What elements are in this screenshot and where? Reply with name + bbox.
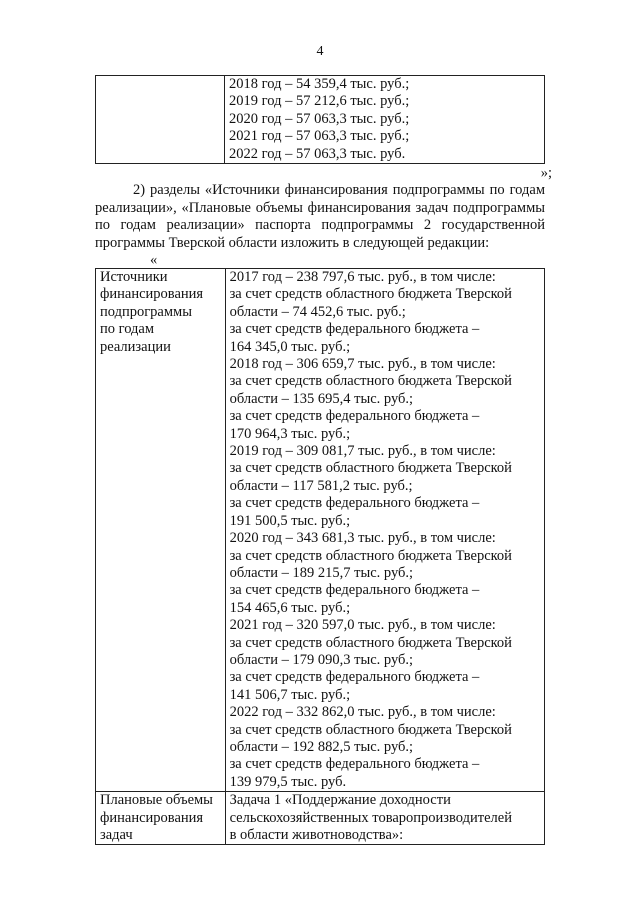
content-line: 154 465,6 тыс. руб.; xyxy=(229,599,351,616)
opening-quote: « xyxy=(150,252,158,268)
content-line: области – 135 695,4 тыс. руб.; xyxy=(229,390,414,407)
content-line: области – 74 452,6 тыс. руб.; xyxy=(229,303,406,320)
content-line: 2020 год – 343 681,3 тыс. руб., в том числе: xyxy=(229,530,496,547)
content-line: 2021 год – 320 597,0 тыс. руб., в том числе: xyxy=(229,617,496,634)
content-line: области – 117 581,2 тыс. руб.; xyxy=(229,477,413,494)
content-line: сельскохозяйственных товаропроизводителей xyxy=(229,809,512,826)
row-content-cell xyxy=(225,269,544,792)
content-line: Задача 1 «Поддержание доходности xyxy=(229,792,451,809)
content-line: за счет средств областного бюджета Тверской xyxy=(229,286,512,303)
label-line: Плановые объемы xyxy=(100,792,213,809)
content-line: в области животноводства»: xyxy=(229,827,404,843)
table-right-cell xyxy=(225,76,545,164)
content-line: области – 179 090,3 тыс. руб.; xyxy=(229,651,414,668)
content-line: 2017 год – 238 797,6 тыс. руб., в том числе: xyxy=(229,269,496,285)
content-line: области – 192 882,5 тыс. руб.; xyxy=(229,738,414,755)
content-line: 164 345,0 тыс. руб.; xyxy=(229,338,351,355)
content-line: 170 964,3 тыс. руб.; xyxy=(229,425,351,442)
table-row xyxy=(96,269,545,792)
table-line: 2022 год – 57 063,3 тыс. руб. xyxy=(229,145,406,162)
label-line: финансирования xyxy=(100,286,204,303)
content-line: за счет средств областного бюджета Тверской xyxy=(229,547,512,564)
content-line: за счет средств федерального бюджета – xyxy=(229,408,480,425)
content-line: за счет средств областного бюджета Тверской xyxy=(229,460,512,477)
table-line: 2019 год – 57 212,6 тыс. руб.; xyxy=(229,93,410,110)
content-line: за счет средств федерального бюджета – xyxy=(229,756,480,773)
content-line: за счет средств федерального бюджета – xyxy=(229,321,480,338)
table-line: 2018 год – 54 359,4 тыс. руб.; xyxy=(229,76,410,92)
content-line: за счет средств федерального бюджета – xyxy=(229,582,480,599)
financing-table xyxy=(95,268,545,845)
label-line: реализации xyxy=(100,338,171,355)
row-label-cell xyxy=(96,792,226,845)
content-line: за счет средств областного бюджета Тверской xyxy=(229,634,512,651)
row-content-cell xyxy=(225,792,544,845)
table-line: 2020 год – 57 063,3 тыс. руб.; xyxy=(229,110,410,127)
content-line: за счет средств федерального бюджета – xyxy=(229,669,480,686)
table-continued xyxy=(95,75,545,164)
content-line: 139 979,5 тыс. руб. xyxy=(229,773,347,790)
table-line: 2021 год – 57 063,3 тыс. руб.; xyxy=(229,128,410,145)
content-line: 2019 год – 309 081,7 тыс. руб., в том числе: xyxy=(229,443,496,460)
content-line: области – 189 215,7 тыс. руб.; xyxy=(229,564,414,581)
label-line: задач xyxy=(100,827,133,843)
content-line: за счет средств областного бюджета Тверской xyxy=(229,721,512,738)
label-line: подпрограммы xyxy=(100,303,192,320)
paragraph-text: 2) разделы «Источники финансирования подпрограммы по годам реализации», «Плановые объемы финансирования задач подпрограммы по годам реализации» паспорта подпрограммы 2 государственной программы Тверской области изложить в следующей редакции: xyxy=(95,182,545,251)
content-line: за счет средств областного бюджета Тверской xyxy=(229,373,512,390)
label-line: по годам xyxy=(100,321,155,338)
content-line: 141 506,7 тыс. руб.; xyxy=(229,686,351,703)
content-line: 191 500,5 тыс. руб.; xyxy=(229,512,351,529)
row-label-cell xyxy=(96,269,226,792)
content-line: 2018 год – 306 659,7 тыс. руб., в том числе: xyxy=(229,356,496,373)
page-number: 4 xyxy=(316,44,324,59)
body-paragraph xyxy=(95,182,545,252)
table-row xyxy=(96,792,545,845)
table-left-cell-empty xyxy=(96,76,225,164)
closing-quote: »; xyxy=(540,165,552,181)
label-line: финансирования xyxy=(100,809,204,826)
content-line: за счет средств федерального бюджета – xyxy=(229,495,480,512)
content-line: 2022 год – 332 862,0 тыс. руб., в том числе: xyxy=(229,704,496,721)
label-line: Источники xyxy=(100,269,168,285)
